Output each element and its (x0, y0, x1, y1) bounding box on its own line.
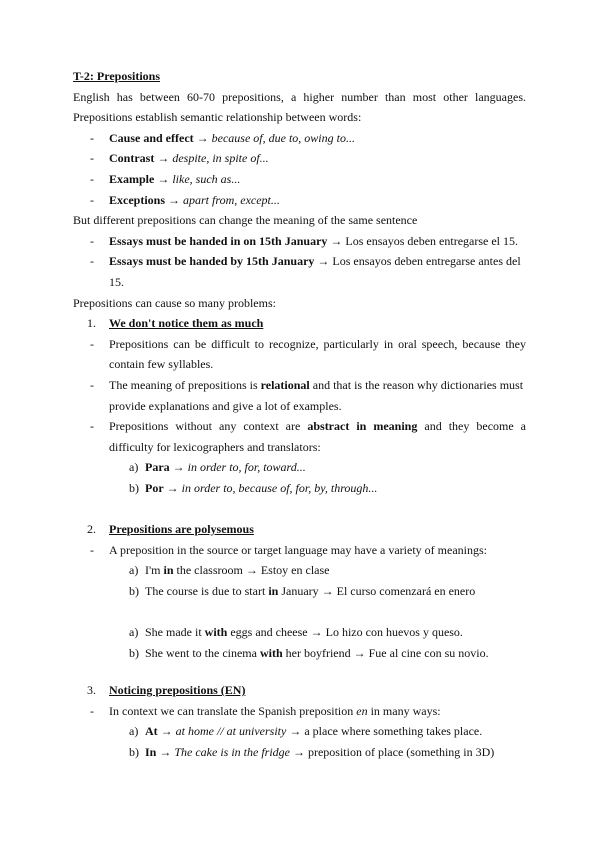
spacer (73, 498, 526, 519)
section-1-point-1-cont: contain few syllables. (109, 357, 214, 372)
section-3-heading: 3. Noticing prepositions (EN) (87, 683, 246, 698)
section-3-point-1: - In context we can translate the Spanish preposition en in many ways: (90, 703, 441, 718)
section-2-item-b1: b) The course is due to start in January → El curso comenzará en enero (129, 583, 476, 598)
section-1-item-a: a) Para → in order to, for, toward... (129, 460, 306, 475)
section-2-point-1: - A preposition in the source or target language may have a variety of meanings: (90, 542, 487, 557)
section-1-point-2-cont: provide explanations and give a lot of examples. (109, 398, 342, 413)
section-3-item-b: b) In → The cake is in the fridge → preposition of place (something in 3D) (129, 745, 495, 759)
list-item-contrast: - Contrast → despite, in spite of... (90, 151, 269, 166)
list-item-cause-effect: - Cause and effect → because of, due to, owing to... (90, 130, 355, 145)
section-1-point-3: - Prepositions without any context are abstract in meaning and they become a (90, 419, 527, 434)
document-page (73, 66, 526, 763)
section-1-point-1: - Prepositions can be difficult to recognize, particularly in oral speech, because they (90, 336, 526, 351)
change-example-2-cont: 15. (109, 274, 124, 289)
section-1-item-b: b) Por → in order to, because of, for, by, through... (129, 480, 378, 495)
section-1-heading: 1. We don't notice them as much (87, 316, 264, 331)
section-3-item-a: a) At → at home // at university → a place where something takes place. (129, 724, 483, 739)
intro-line-1: English has between 60-70 prepositions, a higher number than most other languages. (73, 89, 526, 104)
spacer (73, 663, 526, 680)
spacer (73, 601, 526, 622)
problems-intro: Prepositions can cause so many problems: (73, 295, 276, 310)
list-item-example: - Example → like, such as... (90, 171, 241, 186)
change-intro: But different prepositions can change the meaning of the same sentence (73, 213, 418, 228)
section-1-point-2: - The meaning of prepositions is relational and that is the reason why dictionaries must (90, 377, 524, 392)
intro-line-2: Prepositions establish semantic relationship between words: (73, 110, 362, 125)
document-title: T-2: Prepositions (73, 69, 161, 83)
change-example-2: - Essays must be handed by 15th January → Los ensayos deben entregarse antes del (90, 254, 521, 269)
section-1-point-3-cont: difficulty for lexicographers and translators: (109, 439, 321, 454)
section-2-item-a2: a) She made it with eggs and cheese → Lo hizo con huevos y queso. (129, 625, 463, 640)
change-example-1: - Essays must be handed in on 15th January → Los ensayos deben entregarse el 15. (90, 233, 519, 248)
list-item-exceptions: - Exceptions → apart from, except... (90, 192, 280, 207)
section-2-item-a1: a) I'm in the classroom → Estoy en clase (129, 563, 330, 578)
section-2-heading: 2. Prepositions are polysemous (87, 522, 254, 537)
section-2-item-b2: b) She went to the cinema with her boyfriend → Fue al cine con su novio. (129, 645, 489, 660)
